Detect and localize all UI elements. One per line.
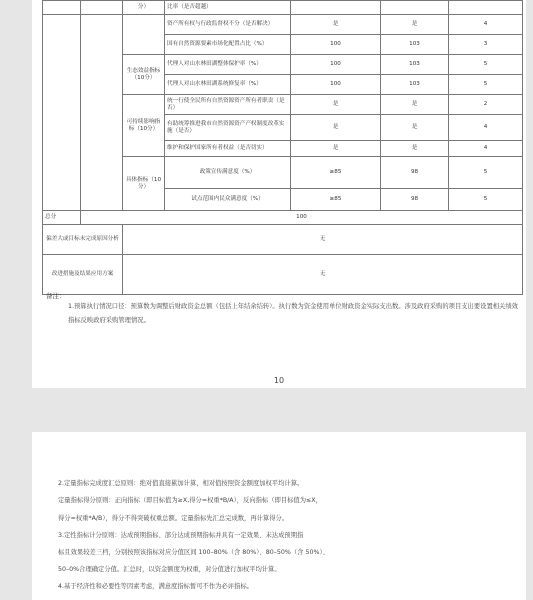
page-number: 10	[273, 376, 285, 385]
total-label: 总分	[43, 211, 81, 225]
table-cell: 比率（是否超越）	[165, 1, 291, 15]
table-cell: 5	[449, 157, 523, 189]
table-cell: 4	[449, 115, 523, 141]
table-cell: 98	[381, 157, 449, 189]
table-cell: 是	[291, 115, 381, 141]
paragraph-line: 得分=权重*A/B），得分不得突破权重总额。定量指标先汇总完成数，再计算得分。	[58, 515, 289, 522]
table-cell: 103	[381, 55, 449, 75]
table-cell	[123, 15, 165, 55]
table-cell: 资产所有权与行政监督权不分（是否解决）	[165, 15, 291, 35]
table-cell: 5	[449, 189, 523, 211]
table-row	[43, 255, 523, 295]
table-cell: 是	[291, 15, 381, 35]
deviation-value: 无	[123, 225, 523, 255]
document-page-1	[32, 0, 526, 388]
deviation-label: 偏差大或目标未完成原因分析	[43, 225, 123, 255]
table-cell: 具体指标（10分）	[123, 157, 165, 211]
paragraph-line: 标且效果较差三档，分别按照该指标对应分值区间 100–80%（含 80%）、80–50%（含 50%）、	[58, 549, 329, 556]
table-cell: 分）	[123, 1, 165, 15]
table-cell: 维护和保护国家所有者权益（是否切实）	[165, 141, 291, 157]
table-cell: 是	[381, 15, 449, 35]
table-cell	[81, 15, 123, 211]
table-cell	[81, 1, 123, 15]
table-cell: 100	[291, 75, 381, 95]
table-cell: 是	[381, 95, 449, 115]
table-row	[43, 1, 523, 15]
table-cell: 3	[449, 35, 523, 55]
measures-value: 无	[123, 255, 523, 295]
table-cell	[449, 1, 523, 15]
table-cell: 是	[381, 115, 449, 141]
table-cell: 103	[381, 35, 449, 55]
notes-text: 1.预算执行情况口径：预算数为调整后财政资金总额（包括上年结余结转）。执行数为资金使用单位财政资金实际支出数。涉及政府采购的项目支出要设置相关绩效指标反映政府采购管理情况。	[68, 303, 518, 324]
total-value: 100	[81, 211, 523, 225]
table-cell: 5	[449, 75, 523, 95]
paragraph-line: 4.基于经济性和必要性等因素考虑，满意度指标暂可不作为必评指标。	[58, 583, 253, 590]
table-cell: 代理人对山水林田湖整体保护率（%）	[165, 55, 291, 75]
table-cell: 98	[381, 189, 449, 211]
paragraph-line: 50–0%合理确定分值。汇总时，以资金额度为权重，对分值进行加权平均计算。	[58, 566, 281, 573]
table-cell: ≥85	[291, 189, 381, 211]
table-cell: 生态效益指标（10分）	[123, 55, 165, 95]
table-cell: 103	[381, 75, 449, 95]
table-cell: 政策宣传满意度（%）	[165, 157, 291, 189]
table-cell: 有助统筹推进我市自然资源资产产权制度改革实施（是否）	[165, 115, 291, 141]
table-cell: 100	[291, 35, 381, 55]
performance-table	[42, 0, 523, 295]
table-cell: 可持续影响指标（10分）	[123, 95, 165, 157]
table-cell: 国有自然资源要素市场化配置占比（%）	[165, 35, 291, 55]
table-row	[43, 225, 523, 255]
table-cell: 代理人对山水林田湖系统修复率（%）	[165, 75, 291, 95]
paragraph-line: 2.定量指标完成度汇总原则：绝对值直接累加计算，相对值按照资金额度加权平均计算。	[58, 480, 304, 487]
table-cell: 4	[449, 15, 523, 35]
table-cell: 4	[449, 141, 523, 157]
table-cell: 2	[449, 95, 523, 115]
table-cell: 是	[291, 141, 381, 157]
table-cell	[43, 1, 81, 15]
paragraph-line: 定量指标得分原则：正向指标（即目标值为≥X,得分=权重*B/A），反向指标（即目标值为≤X，	[58, 497, 322, 504]
table-cell: 5	[449, 55, 523, 75]
notes-label: 备注：	[46, 292, 66, 300]
table-cell: 试点范围内民众满意度（%）	[165, 189, 291, 211]
table-row	[43, 15, 523, 35]
table-cell: 统一行使全民所有自然资源资产所有者职责（是否）	[165, 95, 291, 115]
document-page-2	[32, 432, 526, 600]
table-row	[43, 211, 523, 225]
table-cell: 是	[291, 95, 381, 115]
paragraph-line: 3.定性指标计分原则：达成预期指标、部分达成预期指标并具有一定效果、未达成预期指	[58, 532, 304, 539]
table-cell: 100	[291, 55, 381, 75]
table-cell	[43, 15, 81, 211]
table-cell: ≥85	[291, 157, 381, 189]
table-cell	[381, 1, 449, 15]
measures-label: 改进措施及结果应用方案	[43, 255, 123, 295]
table-cell: 是	[381, 141, 449, 157]
table-cell	[291, 1, 381, 15]
